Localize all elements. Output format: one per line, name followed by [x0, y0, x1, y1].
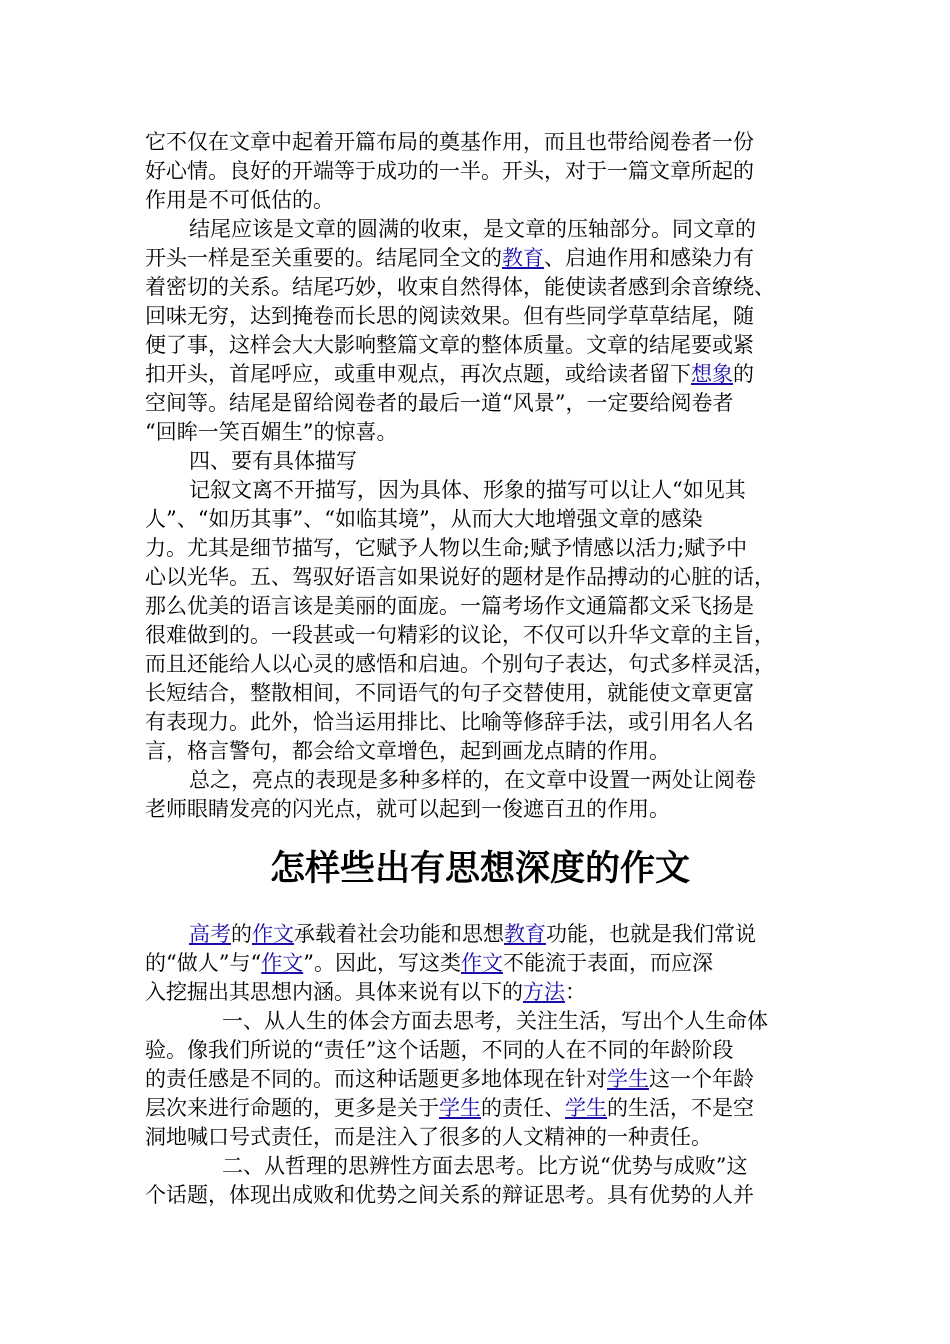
link-education[interactable]: 教育 [502, 246, 544, 270]
link-imagination[interactable]: 想象 [691, 362, 733, 386]
link-student[interactable]: 学生 [565, 1096, 607, 1120]
text: ： [565, 980, 586, 1004]
text-line [145, 534, 815, 563]
link-student[interactable]: 学生 [607, 1067, 649, 1091]
link-education[interactable]: 教育 [504, 922, 546, 946]
text: ”。因此，写这类 [303, 951, 461, 975]
text: 言，格言警句，都会给文章增色，起到画龙点睛的作用。 [145, 739, 670, 763]
link-student[interactable]: 学生 [439, 1096, 481, 1120]
text-line [145, 476, 815, 505]
text: 回味无穷，达到掩卷而长思的阅读效果。但有些同学草草结尾，随 [145, 304, 754, 328]
text: 入挖掘出其思想内涵。具体来说有以下的 [145, 980, 523, 1004]
text-line [145, 920, 815, 949]
text: 有表现力。此外，恰当运用排比、比喻等修辞手法，或引用名人名 [145, 710, 754, 734]
text-line [145, 505, 815, 534]
text-line [145, 157, 815, 186]
text-line [145, 650, 815, 679]
text: 而且还能给人以心灵的感悟和启迪。个别句子表达，句式多样灵活， [145, 652, 775, 676]
link-method[interactable]: 方法 [523, 980, 565, 1004]
text: 的责任感是不同的。而这种话题更多地体现在针对 [145, 1067, 607, 1091]
text: 力。尤其是细节描写，它赋予人物以生命;赋予情感以活力;赋予中 [145, 536, 748, 560]
text: 的“做人”与“ [145, 951, 262, 975]
text: 总之，亮点的表现是多种多样的，在文章中设置一两处让阅卷 [189, 768, 756, 792]
subheading [145, 447, 815, 476]
text: 个话题，体现出成败和优势之间关系的辩证思考。具有优势的人并 [145, 1183, 754, 1207]
text-line [145, 244, 815, 273]
text: “回眸一笑百媚生”的惊喜。 [145, 420, 398, 444]
text: 一、从人生的体会方面去思考，关注生活，写出个人生命体 [222, 1009, 768, 1033]
text: 长短结合，整散相间，不同语气的句子交替使用，就能使文章更富 [145, 681, 754, 705]
text: 的生活，不是空 [607, 1096, 754, 1120]
text: 、启迪作用和感染力有 [544, 246, 754, 270]
text-line [145, 128, 815, 157]
text-line [145, 563, 815, 592]
link-composition[interactable]: 作文 [261, 951, 304, 975]
text: 层次来进行命题的，更多是关于 [145, 1096, 439, 1120]
text: 不能流于表面，而应深 [502, 951, 713, 975]
text-line [145, 1152, 815, 1181]
text-line [145, 186, 815, 215]
text-line [145, 215, 815, 244]
text-line [145, 766, 815, 795]
text: 开头一样是至关重要的。结尾同全文的 [145, 246, 502, 270]
text: 老师眼睛发亮的闪光点，就可以起到一俊遮百丑的作用。 [145, 797, 670, 821]
text: 它不仅在文章中起着开篇布局的奠基作用，而且也带给阅卷者一份 [145, 130, 754, 154]
text-line [145, 1094, 815, 1123]
text: 的 [231, 922, 252, 946]
link-gaokao[interactable]: 高考 [189, 922, 231, 946]
text-line [145, 273, 815, 302]
text: 着密切的关系。结尾巧妙，收束自然得体，能使读者感到余音缭绕、 [145, 275, 775, 299]
text-line [145, 978, 815, 1007]
text-line [145, 331, 815, 360]
text: 人”、“如历其事”、“如临其境”，从而大大地增强文章的感染 [145, 507, 703, 531]
section-continuation [145, 128, 815, 824]
text: 验。像我们所说的“责任”这个话题，不同的人在不同的年龄阶段 [145, 1038, 734, 1062]
text: 结尾应该是文章的圆满的收束，是文章的压轴部分。同文章的 [189, 217, 756, 241]
link-composition[interactable]: 作文 [460, 951, 503, 975]
text-line [145, 949, 815, 978]
text: 这一个年龄 [649, 1067, 754, 1091]
text: 心以光华。五、驾驭好语言如果说好的题材是作品搏动的心脏的话， [145, 565, 775, 589]
link-composition[interactable]: 作文 [252, 922, 294, 946]
text: 的 [733, 362, 754, 386]
text: 承载着社会功能和思想 [294, 922, 504, 946]
text: 扣开头，首尾呼应，或重申观点，再次点题，或给读者留下 [145, 362, 691, 386]
text-line [145, 708, 815, 737]
text-line [145, 302, 815, 331]
text-line [145, 1007, 815, 1036]
text-line [145, 737, 815, 766]
article-title: 怎样些出有思想深度的作文 [269, 848, 690, 889]
text-line [145, 621, 815, 650]
text-line [145, 1123, 815, 1152]
text: 作用是不可低估的。 [145, 188, 334, 212]
text-line [145, 389, 815, 418]
text-line [145, 679, 815, 708]
text: 好心情。良好的开端等于成功的一半。开头，对于一篇文章所起的 [145, 159, 754, 183]
article-body [145, 920, 815, 1210]
text: 的责任、 [481, 1096, 565, 1120]
text-line [145, 1065, 815, 1094]
text-line [145, 592, 815, 621]
text: 很难做到的。一段甚或一句精彩的议论，不仅可以升华文章的主旨， [145, 623, 775, 647]
text: 二、从哲理的思辨性方面去思考。比方说“优势与成败”这 [222, 1154, 748, 1178]
text: 那么优美的语言该是美丽的面庞。一篇考场作文通篇都文采飞扬是 [145, 594, 754, 618]
text-line [145, 1181, 815, 1210]
text: 四、要有具体描写 [189, 449, 357, 473]
text-line [145, 1036, 815, 1065]
text: 便了事，这样会大大影响整篇文章的整体质量。文章的结尾要或紧 [145, 333, 754, 357]
text: 洞地喊口号式责任，而是注入了很多的人文精神的一种责任。 [145, 1125, 712, 1149]
text-line [145, 360, 815, 389]
text: 记叙文离不开描写，因为具体、形象的描写可以让人“如见其 [189, 478, 746, 502]
text-line [145, 418, 815, 447]
text-line [145, 795, 815, 824]
text: 空间等。结尾是留给阅卷者的最后一道“风景”，一定要给阅卷者 [145, 391, 734, 415]
text: 功能，也就是我们常说 [546, 922, 756, 946]
